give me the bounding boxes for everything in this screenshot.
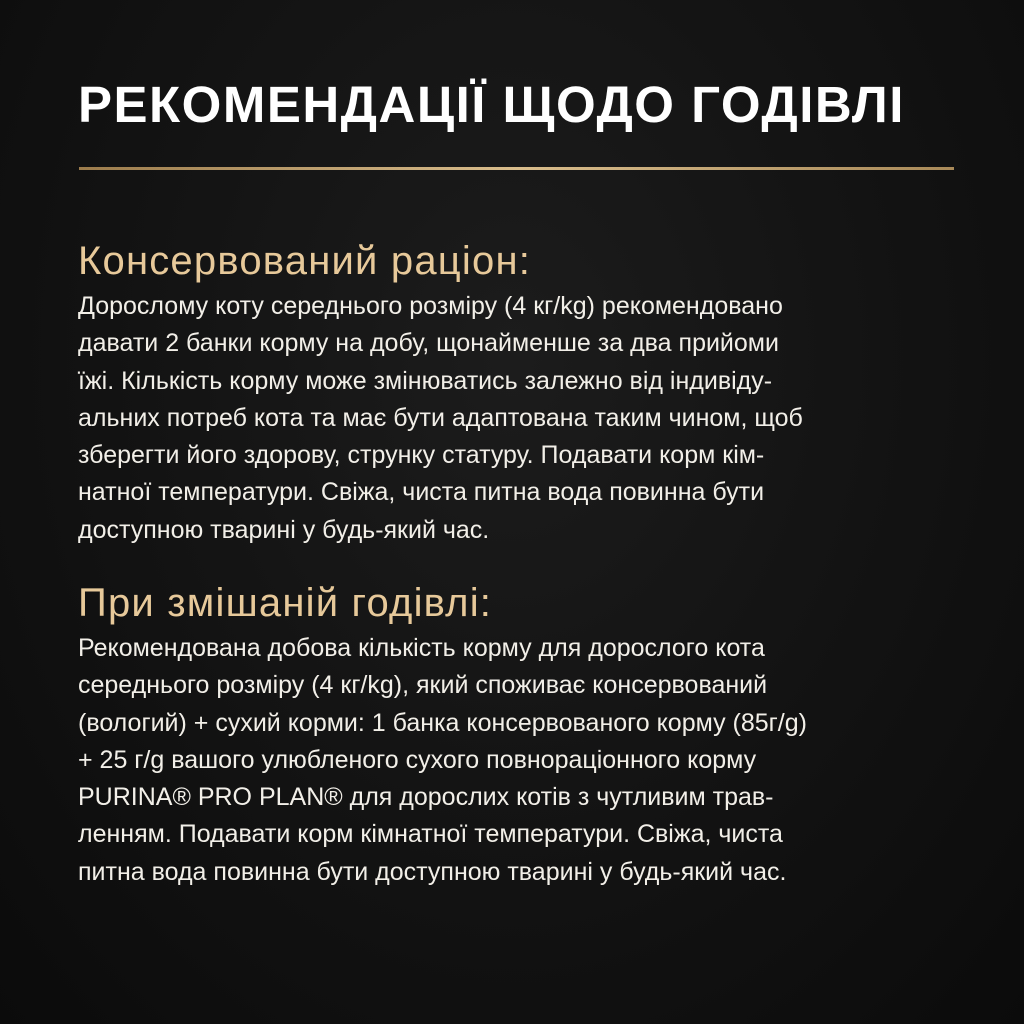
text-line: зберегти його здорову, струнку статуру. Подавати корм кім- (78, 441, 765, 470)
text-line: PURINA® PRO PLAN® для дорослих котів з чутливим трав- (78, 783, 774, 812)
text-line: (вологий) + сухий корми: 1 банка консервованого корму (85г/g) (78, 708, 807, 737)
text-line: ленням. Подавати корм кімнатної температури. Свіжа, чиста (78, 820, 783, 849)
text-line: альних потреб кота та має бути адаптована таким чином, щоб (78, 403, 803, 432)
text-line: доступною тварині у будь-який час. (78, 515, 490, 544)
title-divider (79, 167, 954, 170)
mixed-feeding-heading: При змішаній годівлі: (78, 581, 493, 625)
mixed-feeding-section (78, 578, 958, 891)
text-line: їжі. Кількість корму може змінюватись залежно від індивіду- (78, 366, 773, 395)
canned-diet-heading: Консервований раціон: (78, 239, 532, 283)
text-line: + 25 г/g вашого улюбленого сухого повнораціонного корму (78, 745, 757, 774)
text-line: середнього розміру (4 кг/kg), який споживає консервований (78, 671, 768, 700)
mixed-feeding-text (78, 630, 958, 891)
page-title: РЕКОМЕНДАЦІЇ ЩОДО ГОДІВЛІ (78, 76, 905, 133)
text-line: натної температури. Свіжа, чиста питна вода повинна бути (78, 478, 765, 507)
text-line: Рекомендована добова кількість корму для дорослого кота (78, 634, 765, 662)
text-line: питна вода повинна бути доступною тварині у будь-який час. (78, 857, 787, 886)
text-line: давати 2 банки корму на добу, щонайменше за два прийоми (78, 329, 779, 358)
canned-diet-section (78, 236, 958, 549)
text-line: Дорослому коту середнього розміру (4 кг/kg) рекомендовано (78, 292, 783, 320)
canned-diet-text (78, 288, 958, 549)
